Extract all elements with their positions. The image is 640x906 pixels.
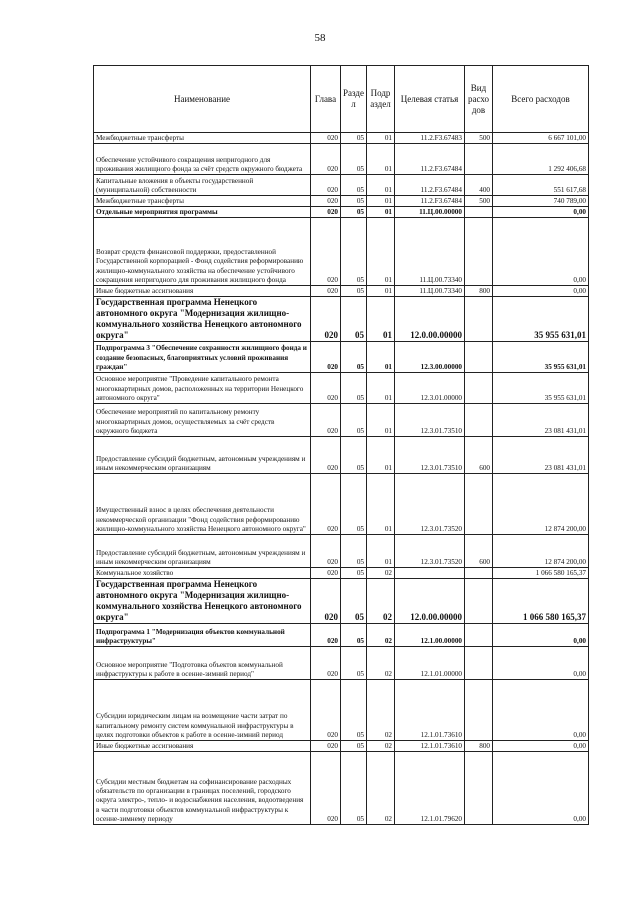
row-target-cell: 11.2.F3.67484 <box>395 175 465 196</box>
row-podrazdel-cell: 01 <box>367 175 395 196</box>
table-row <box>94 404 589 437</box>
row-name-cell: Имущественный взнос в целях обеспечения деятельности некоммерческой организации "Фонд содействия реформированию жилищно-коммунального хозяйства Ненецкого автономного округа" <box>94 474 311 535</box>
row-razdel-cell: 05 <box>341 647 367 680</box>
table-row <box>94 535 589 568</box>
row-name-cell: Государственная программа Ненецкого автономного округа "Модернизация жилищно-коммунального хозяйства Ненецкого автономного округа" <box>94 297 311 342</box>
row-razdel-cell: 05 <box>341 680 367 741</box>
row-target-cell: 11.Ц.00.73340 <box>395 286 465 297</box>
row-razdel-cell: 05 <box>341 144 367 175</box>
row-razdel-cell: 05 <box>341 404 367 437</box>
row-vid-cell: 500 <box>465 196 493 207</box>
row-vid-cell: 800 <box>465 741 493 752</box>
row-vid-cell <box>465 373 493 404</box>
row-glava-cell: 020 <box>311 133 341 144</box>
row-name-cell: Межбюджетные трансферты <box>94 196 311 207</box>
row-glava-cell: 020 <box>311 286 341 297</box>
header-row <box>94 66 589 133</box>
row-podrazdel-cell: 02 <box>367 680 395 741</box>
row-glava-cell: 020 <box>311 568 341 579</box>
row-name-cell: Основное мероприятие "Подготовка объектов коммунальной инфраструктуры к работе в осенне-зимний период" <box>94 647 311 680</box>
row-target-cell: 12.1.01.73610 <box>395 680 465 741</box>
table-row <box>94 196 589 207</box>
row-glava-cell: 020 <box>311 579 341 624</box>
row-total-cell: 0,00 <box>493 218 589 286</box>
table-row <box>94 297 589 342</box>
row-glava-cell: 020 <box>311 297 341 342</box>
table-row <box>94 218 589 286</box>
table-row <box>94 373 589 404</box>
row-vid-cell <box>465 297 493 342</box>
row-vid-cell: 600 <box>465 437 493 474</box>
row-glava-cell: 020 <box>311 437 341 474</box>
row-total-cell: 35 955 631,01 <box>493 373 589 404</box>
row-total-cell: 23 081 431,01 <box>493 437 589 474</box>
table-row <box>94 741 589 752</box>
header-target: Целевая статья <box>395 66 465 133</box>
row-vid-cell <box>465 680 493 741</box>
row-glava-cell: 020 <box>311 647 341 680</box>
row-name-cell: Предоставление субсидий бюджетным, автономным учреждениям и иным некоммерческим организациям <box>94 437 311 474</box>
row-name-cell: Капитальные вложения в объекты государственной (муниципальной) собственности <box>94 175 311 196</box>
row-podrazdel-cell: 02 <box>367 741 395 752</box>
row-target-cell: 12.1.00.00000 <box>395 624 465 647</box>
row-razdel-cell: 05 <box>341 297 367 342</box>
row-total-cell: 23 081 431,01 <box>493 404 589 437</box>
row-target-cell: 12.3.01.73510 <box>395 404 465 437</box>
row-name-cell: Основное мероприятие "Проведение капитального ремонта многоквартирных домов, расположенных на территории Ненецкого автономного округа" <box>94 373 311 404</box>
row-name-cell: Обеспечение устойчивого сокращения непригодного для проживания жилищного фонда за счёт средств окружного бюджета <box>94 144 311 175</box>
row-podrazdel-cell: 01 <box>367 286 395 297</box>
row-total-cell: 1 292 406,68 <box>493 144 589 175</box>
row-glava-cell: 020 <box>311 218 341 286</box>
row-name-cell: Подпрограмма 1 "Модернизация объектов коммунальной инфраструктуры" <box>94 624 311 647</box>
row-total-cell: 551 617,68 <box>493 175 589 196</box>
row-total-cell: 35 955 631,01 <box>493 342 589 373</box>
row-podrazdel-cell: 01 <box>367 342 395 373</box>
row-name-cell: Межбюджетные трансферты <box>94 133 311 144</box>
table-row <box>94 752 589 825</box>
header-vid: Вид расхо дов <box>465 66 493 133</box>
row-podrazdel-cell: 01 <box>367 144 395 175</box>
row-vid-cell <box>465 568 493 579</box>
row-glava-cell: 020 <box>311 624 341 647</box>
row-razdel-cell: 05 <box>341 579 367 624</box>
header-podrazdel: Подр аздел <box>367 66 395 133</box>
table-row <box>94 579 589 624</box>
row-vid-cell: 400 <box>465 175 493 196</box>
row-podrazdel-cell: 02 <box>367 752 395 825</box>
row-total-cell: 6 667 101,00 <box>493 133 589 144</box>
row-razdel-cell: 05 <box>341 624 367 647</box>
row-target-cell: 11.Ц.00.00000 <box>395 207 465 218</box>
table-row <box>94 207 589 218</box>
row-name-cell: Субсидии юридическим лицам на возмещение части затрат по капитальному ремонту систем коммунальной инфраструктуры в целях подготовки объектов к работе в осенне-зимний период <box>94 680 311 741</box>
row-glava-cell: 020 <box>311 196 341 207</box>
row-name-cell: Подпрограмма 3 "Обеспечение сохранности жилищного фонда и создание безопасных, благоприятных условий проживания граждан" <box>94 342 311 373</box>
row-glava-cell: 020 <box>311 175 341 196</box>
row-podrazdel-cell: 02 <box>367 568 395 579</box>
row-vid-cell <box>465 207 493 218</box>
row-target-cell: 12.3.01.73510 <box>395 437 465 474</box>
row-podrazdel-cell: 02 <box>367 647 395 680</box>
row-target-cell: 12.3.01.00000 <box>395 373 465 404</box>
row-vid-cell <box>465 624 493 647</box>
row-vid-cell <box>465 752 493 825</box>
row-total-cell: 0,00 <box>493 624 589 647</box>
row-name-cell: Отдельные мероприятия программы <box>94 207 311 218</box>
row-podrazdel-cell: 01 <box>367 218 395 286</box>
row-vid-cell: 600 <box>465 535 493 568</box>
page-number: 58 <box>314 32 326 44</box>
row-vid-cell <box>465 579 493 624</box>
row-razdel-cell: 05 <box>341 218 367 286</box>
row-razdel-cell: 05 <box>341 373 367 404</box>
row-target-cell: 12.3.01.73520 <box>395 474 465 535</box>
row-vid-cell <box>465 342 493 373</box>
row-vid-cell <box>465 647 493 680</box>
row-vid-cell <box>465 404 493 437</box>
row-razdel-cell: 05 <box>341 133 367 144</box>
row-target-cell: 11.Ц.00.73340 <box>395 218 465 286</box>
row-glava-cell: 020 <box>311 144 341 175</box>
row-podrazdel-cell: 01 <box>367 196 395 207</box>
row-podrazdel-cell: 01 <box>367 474 395 535</box>
row-target-cell: 11.2.F3.67483 <box>395 133 465 144</box>
row-target-cell <box>395 568 465 579</box>
row-target-cell: 12.0.00.00000 <box>395 579 465 624</box>
row-podrazdel-cell: 02 <box>367 624 395 647</box>
row-target-cell: 12.0.00.00000 <box>395 297 465 342</box>
row-glava-cell: 020 <box>311 373 341 404</box>
row-razdel-cell: 05 <box>341 568 367 579</box>
table-row <box>94 474 589 535</box>
row-target-cell: 11.2.F3.67484 <box>395 196 465 207</box>
table-row <box>94 133 589 144</box>
row-vid-cell: 500 <box>465 133 493 144</box>
row-total-cell: 0,00 <box>493 286 589 297</box>
row-podrazdel-cell: 01 <box>367 133 395 144</box>
row-name-cell: Коммунальное хозяйство <box>94 568 311 579</box>
row-total-cell: 0,00 <box>493 741 589 752</box>
row-target-cell: 12.3.01.73520 <box>395 535 465 568</box>
row-name-cell: Субсидии местным бюджетам на софинансирование расходных обязательств по организации в границах поселений, городского округа электро-, тепло- и водоснабжения населения, водоотведения в части подготовки объектов коммунальной инфраструктуры к осенне-зимнему периоду <box>94 752 311 825</box>
row-vid-cell <box>465 144 493 175</box>
row-razdel-cell: 05 <box>341 437 367 474</box>
row-razdel-cell: 05 <box>341 752 367 825</box>
row-razdel-cell: 05 <box>341 286 367 297</box>
row-glava-cell: 020 <box>311 680 341 741</box>
row-vid-cell: 800 <box>465 286 493 297</box>
table-row <box>94 144 589 175</box>
table-row <box>94 286 589 297</box>
row-name-cell: Возврат средств финансовой поддержки, предоставленной Государственной корпорацией - Фонд содействия реформированию жилищно-коммунального хозяйства на обеспечение устойчивого сокращения непригодного для проживания жилищного фонда <box>94 218 311 286</box>
row-name-cell: Обеспечение мероприятий по капитальному ремонту многоквартирных домов, осуществляемых за счёт средств окружного бюджета <box>94 404 311 437</box>
header-razdel: Разде л <box>341 66 367 133</box>
row-total-cell: 1 066 580 165,37 <box>493 568 589 579</box>
row-total-cell: 35 955 631,01 <box>493 297 589 342</box>
table-row <box>94 568 589 579</box>
row-total-cell: 1 066 580 165,37 <box>493 579 589 624</box>
row-glava-cell: 020 <box>311 404 341 437</box>
row-vid-cell <box>465 218 493 286</box>
row-glava-cell: 020 <box>311 535 341 568</box>
row-total-cell: 0,00 <box>493 647 589 680</box>
row-total-cell: 0,00 <box>493 680 589 741</box>
row-razdel-cell: 05 <box>341 342 367 373</box>
row-podrazdel-cell: 01 <box>367 535 395 568</box>
row-podrazdel-cell: 01 <box>367 404 395 437</box>
row-podrazdel-cell: 02 <box>367 579 395 624</box>
table-row <box>94 437 589 474</box>
row-razdel-cell: 05 <box>341 175 367 196</box>
table-row <box>94 624 589 647</box>
row-total-cell: 740 789,00 <box>493 196 589 207</box>
table-row <box>94 647 589 680</box>
row-name-cell: Иные бюджетные ассигнования <box>94 286 311 297</box>
row-target-cell: 12.1.01.73610 <box>395 741 465 752</box>
row-target-cell: 11.2.F3.67484 <box>395 144 465 175</box>
row-total-cell: 0,00 <box>493 752 589 825</box>
table-row <box>94 342 589 373</box>
row-total-cell: 12 874 200,00 <box>493 535 589 568</box>
row-total-cell: 12 874 200,00 <box>493 474 589 535</box>
row-name-cell: Предоставление субсидий бюджетным, автономным учреждениям и иным некоммерческим организациям <box>94 535 311 568</box>
row-podrazdel-cell: 01 <box>367 207 395 218</box>
header-total: Всего расходов <box>493 66 589 133</box>
row-glava-cell: 020 <box>311 741 341 752</box>
row-podrazdel-cell: 01 <box>367 373 395 404</box>
row-glava-cell: 020 <box>311 752 341 825</box>
header-name: Наименование <box>94 66 311 133</box>
table-row <box>94 175 589 196</box>
row-target-cell: 12.3.00.00000 <box>395 342 465 373</box>
row-razdel-cell: 05 <box>341 196 367 207</box>
row-target-cell: 12.1.01.79620 <box>395 752 465 825</box>
table-row <box>94 680 589 741</box>
row-glava-cell: 020 <box>311 207 341 218</box>
row-target-cell: 12.1.01.00000 <box>395 647 465 680</box>
row-vid-cell <box>465 474 493 535</box>
row-total-cell: 0,00 <box>493 207 589 218</box>
row-glava-cell: 020 <box>311 474 341 535</box>
row-razdel-cell: 05 <box>341 474 367 535</box>
row-podrazdel-cell: 01 <box>367 297 395 342</box>
row-podrazdel-cell: 01 <box>367 437 395 474</box>
row-razdel-cell: 05 <box>341 741 367 752</box>
row-name-cell: Государственная программа Ненецкого автономного округа "Модернизация жилищно-коммунального хозяйства Ненецкого автономного округа" <box>94 579 311 624</box>
row-razdel-cell: 05 <box>341 535 367 568</box>
budget-table <box>93 65 589 825</box>
row-razdel-cell: 05 <box>341 207 367 218</box>
header-glava: Глава <box>311 66 341 133</box>
row-glava-cell: 020 <box>311 342 341 373</box>
row-name-cell: Иные бюджетные ассигнования <box>94 741 311 752</box>
